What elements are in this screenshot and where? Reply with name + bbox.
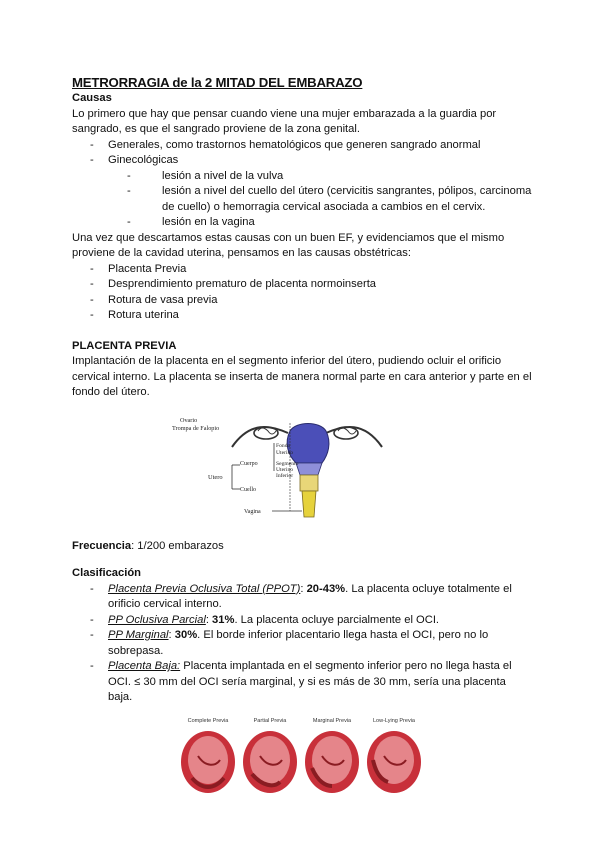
class-rest: . El borde inferior placentario llega hasta el OCI, pero no lo sobrepasa. <box>108 629 489 657</box>
placenta-types-svg <box>176 714 426 800</box>
uterus-anatomy-diagram <box>172 407 422 525</box>
label-cuerpo: Cuerpo <box>240 460 258 467</box>
placenta-type-complete <box>181 731 235 793</box>
placenta-previa-heading: PLACENTA PREVIA <box>72 339 177 352</box>
causas-heading: Causas <box>72 92 112 104</box>
label-cuello: Cuello <box>240 486 256 493</box>
class-name: Placenta Baja: <box>108 660 181 672</box>
label-low-lying: Low-Lying Previa <box>373 717 415 724</box>
frecuencia-value: : 1/200 embarazos <box>131 539 224 552</box>
clasificacion-list <box>72 582 532 706</box>
placenta-previa-text: Implantación de la placenta en el segmento inferior del útero, pudiendo ocluir el orificio cervical interno. La placenta se inserta de manera normal parte en cara anterior y parte en el fondo del útero. <box>72 355 532 398</box>
class-pct: 20-43% <box>306 582 346 595</box>
frecuencia-line <box>72 539 532 555</box>
list-item: - Rotura uterina <box>72 308 532 324</box>
list-item <box>72 659 532 706</box>
class-rest: . La placenta ocluye parcialmente el OCI. <box>234 613 440 626</box>
placenta-type-partial <box>243 731 297 793</box>
label-trompa: Trompa de Falopio <box>172 424 220 432</box>
list-item: - Placenta Previa Oclusiva Total (PPOT): 20-43%. La placenta ocluye totalmente el orificio cervical interno. <box>72 582 532 613</box>
list-item: - Placenta Previa <box>72 262 532 278</box>
obstetric-intro: Una vez que descartamos estas causas con un buen EF, y evidenciamos que el mismo proviene de la cavidad uterina, pensamos en las causas obstétricas: <box>72 231 505 259</box>
class-pct: 30% <box>174 629 198 641</box>
frecuencia-label: Frecuencia <box>72 539 132 552</box>
list-item: - PP Oclusiva Parcial: 31%. La placenta ocluye parcialmente el OCI. <box>72 613 532 629</box>
list-item: - Desprendimiento prematuro de placenta normoinserta <box>72 277 532 293</box>
uterus-diagram-svg <box>172 407 422 525</box>
obstetric-list <box>72 262 532 324</box>
causas-intro: Lo primero que hay que pensar cuando viene una mujer embarazada a la guardia por sangrado, es que el sangrado proviene de la zona genital. <box>72 107 497 135</box>
class-name: PP Marginal <box>108 629 169 641</box>
causas-list <box>72 138 532 169</box>
class-pct: 31% <box>212 613 235 626</box>
placenta-type-low-lying <box>367 731 421 793</box>
label-complete: Complete Previa <box>187 717 229 724</box>
label-uterino: Uterino <box>276 449 294 456</box>
clasificacion-heading: Clasificación <box>72 567 142 579</box>
label-vagina: Vagina <box>244 508 261 515</box>
page-title: METRORRAGIA de la 2 MITAD DEL EMBARAZO <box>72 75 363 90</box>
label-partial: Partial Previa <box>253 717 287 724</box>
list-item: - lesión a nivel de la vulva <box>72 169 532 185</box>
label-inferior: Inferior <box>276 472 294 479</box>
placenta-type-marginal <box>305 731 359 793</box>
label-marginal: Marginal Previa <box>312 717 352 724</box>
class-rest: . La placenta ocluye totalmente el orificio cervical interno. <box>108 582 512 610</box>
class-name: PP Oclusiva Parcial <box>108 613 206 626</box>
placenta-types-figure <box>176 714 426 800</box>
class-name: Placenta Previa Oclusiva Total (PPOT) <box>108 582 301 595</box>
label-ovario: Ovario <box>180 416 198 424</box>
list-item: - lesión a nivel del cuello del útero (cervicitis sangrantes, pólipos, carcinoma de cuello) o hemorragia cervical asociada a cambios en el cervix. <box>72 184 532 215</box>
label-utero: Utero <box>208 473 223 481</box>
document-page <box>72 74 532 800</box>
label-fondo: Fondo <box>276 442 291 449</box>
ginecologicas-list <box>72 169 532 231</box>
list-item: - lesión en la vagina <box>72 215 532 231</box>
list-item: - Ginecológicas <box>72 153 532 169</box>
list-item: - Generales, como trastornos hematológicos que generen sangrado anormal <box>72 138 532 154</box>
list-item: - Rotura de vasa previa <box>72 293 532 309</box>
label-segmento: Segmento <box>276 460 299 467</box>
class-rest: Placenta implantada en el segmento inferior pero no llega hasta el OCI. ≤ 30 mm del OCI sería marginal, y si es más de 30 mm, sería una placenta baja. <box>108 660 512 703</box>
label-uterino-2: Uterino <box>276 466 294 473</box>
list-item: - PP Marginal: 30%. El borde inferior placentario llega hasta el OCI, pero no lo sobrepasa. <box>72 628 532 659</box>
